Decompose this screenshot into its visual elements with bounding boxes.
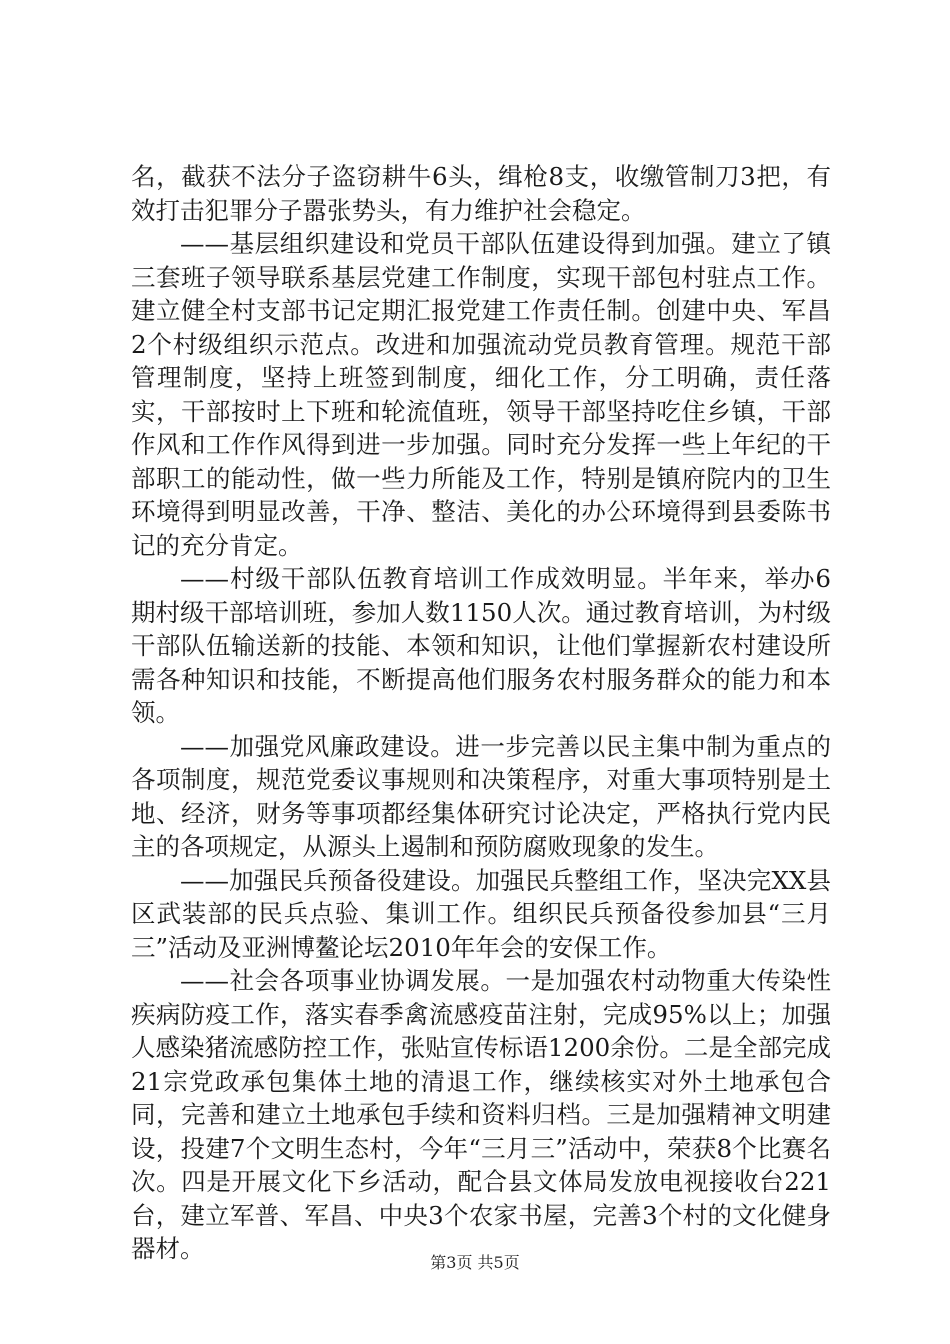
paragraph-grassroots-organization: ——基层组织建设和党员干部队伍建设得到加强。建立了镇三套班子领导联系基层党建工作制度，实现干部包村驻点工作。建立健全村支部书记定期汇报党建工作责任制。创建中央、军昌2个村级组织示范点。改进和加强流动党员教育管理。规范干部管理制度，坚持上班签到制度，细化工作，分工明确，责任落实，干部按时上下班和轮流值班，领导干部坚持吃住乡镇，干部作风和工作作风得到进一步加强。同时充分发挥一些上年纪的干部职工的能动性，做一些力所能及工作，特别是镇府院内的卫生环境得到明显改善，干净、整洁、美化的办公环境得到县委陈书记的充分肯定。	[131, 229, 831, 560]
document-body	[131, 160, 831, 1266]
paragraph-social-development: ——社会各项事业协调发展。一是加强农村动物重大传染性疾病防疫工作，落实春季禽流感疫苗注射，完成95%以上；加强人感染猪流感防控工作，张贴宣传标语1200余份。二是全部完成21宗党政承包集体土地的清退工作，继续核实对外土地承包合同，完善和建立土地承包手续和资料归档。三是加强精神文明建设，投建7个文明生态村，今年“三月三”活动中，荣获8个比赛名次。四是开展文化下乡活动，配合县文体局发放电视接收台221台，建立军普、军昌、中央3个农家书屋，完善3个村的文化健身器材。	[131, 966, 831, 1263]
paragraph-militia-reserve: ——加强民兵预备役建设。加强民兵整组工作，坚决完XX县区武装部的民兵点验、集训工作。组织民兵预备役参加县“三月三”活动及亚洲博鳌论坛2010年年会的安保工作。	[131, 865, 831, 962]
paragraph-village-cadre-training: ——村级干部队伍教育培训工作成效明显。半年来，举办6期村级干部培训班，参加人数1150人次。通过教育培训，为村级干部队伍输送新的技能、本领和知识，让他们掌握新农村建设所需各种知识和技能，不断提高他们服务农村服务群众的能力和本领。	[131, 564, 831, 727]
page-footer: 第3页 共5页	[430, 1253, 520, 1272]
paragraph-continuation: 名，截获不法分子盗窃耕牛6头，缉枪8支，收缴管制刀3把，有效打击犯罪分子嚣张势头，有力维护社会稳定。	[131, 162, 831, 225]
paragraph-party-integrity: ——加强党风廉政建设。进一步完善以民主集中制为重点的各项制度，规范党委议事规则和决策程序，对重大事项特别是土地、经济，财务等事项都经集体研究讨论决定，严格执行党内民主的各项规定，从源头上遏制和预防腐败现象的发生。	[131, 731, 831, 861]
